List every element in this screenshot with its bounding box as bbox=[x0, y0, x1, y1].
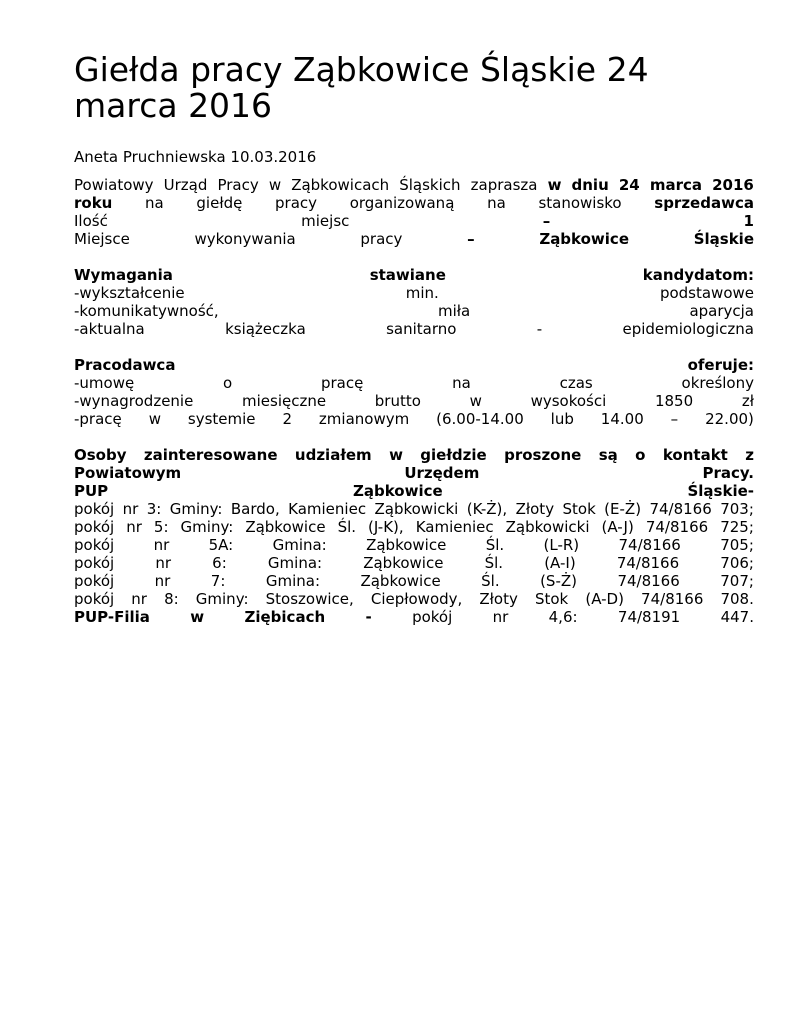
word: Pracy bbox=[217, 176, 259, 194]
word: Ząbkowice bbox=[366, 536, 447, 554]
word: Powiatowym bbox=[74, 464, 182, 482]
offer-item bbox=[74, 410, 754, 428]
word: Gmina: bbox=[272, 536, 327, 554]
word: pracy bbox=[275, 194, 318, 212]
word: Pracodawca bbox=[74, 356, 176, 374]
word: 74/8166 bbox=[618, 536, 681, 554]
word: (S-Ż) bbox=[540, 572, 577, 590]
word: w bbox=[148, 410, 161, 428]
word: 6: bbox=[212, 554, 227, 572]
word: w bbox=[268, 176, 282, 194]
word: 706; bbox=[720, 554, 754, 572]
word: określony bbox=[681, 374, 754, 392]
word: zaprasza bbox=[470, 176, 538, 194]
word: z bbox=[745, 446, 754, 464]
word: kontakt bbox=[662, 446, 728, 464]
word: Pracy. bbox=[702, 464, 754, 482]
word: Gmina: bbox=[265, 572, 321, 590]
word: sanitarno bbox=[386, 320, 457, 338]
word: pokój bbox=[74, 572, 115, 590]
word: pokój bbox=[74, 536, 115, 554]
word: Bardo, bbox=[230, 500, 280, 518]
offer-item bbox=[74, 374, 754, 392]
word: (A-D) bbox=[585, 590, 624, 608]
word: zmianowym bbox=[318, 410, 410, 428]
page-title: Giełda pracy Ząbkowice Śląskie 24 marca 2016 bbox=[74, 50, 649, 125]
word: aparycja bbox=[689, 302, 754, 320]
word: giełdzie bbox=[420, 446, 487, 464]
word: (L-R) bbox=[543, 536, 580, 554]
word: nr bbox=[122, 500, 139, 518]
word: nr bbox=[155, 554, 172, 572]
contact-room bbox=[74, 500, 754, 518]
word: Śl. bbox=[484, 554, 504, 572]
word: o bbox=[223, 374, 233, 392]
word: Urząd bbox=[163, 176, 208, 194]
intro-line-3 bbox=[74, 212, 754, 230]
contact-filia bbox=[74, 608, 754, 626]
word: w bbox=[469, 392, 482, 410]
word: na bbox=[452, 374, 471, 392]
word: Ząbkowicach bbox=[291, 176, 390, 194]
contact-office bbox=[74, 464, 754, 482]
word: Miejsce bbox=[74, 230, 130, 248]
word: (E-Ż) bbox=[604, 500, 642, 518]
intro-line-1 bbox=[74, 176, 754, 194]
article-body bbox=[74, 176, 754, 626]
word: nr bbox=[153, 536, 170, 554]
word: Śląskie- bbox=[687, 482, 754, 500]
word: 2 bbox=[282, 410, 292, 428]
word: Ząbkowice bbox=[360, 572, 441, 590]
word: epidemiologiczna bbox=[622, 320, 754, 338]
word: pracę bbox=[320, 374, 364, 392]
intro-line-4 bbox=[74, 230, 754, 248]
contact-room bbox=[74, 554, 754, 572]
word: Gminy: bbox=[180, 518, 234, 536]
word: 5A: bbox=[208, 536, 234, 554]
word: zł bbox=[741, 392, 754, 410]
word: -umowę bbox=[74, 374, 135, 392]
word: 7: bbox=[210, 572, 226, 590]
word: 705; bbox=[720, 536, 754, 554]
word: roku bbox=[74, 194, 113, 212]
word: na bbox=[145, 194, 164, 212]
word: o bbox=[635, 446, 646, 464]
word: Śląskich bbox=[399, 176, 461, 194]
author-date: Aneta Pruchniewska 10.03.2016 bbox=[74, 148, 317, 166]
requirements-heading bbox=[74, 266, 754, 284]
word: (A-J) bbox=[601, 518, 634, 536]
offer-heading bbox=[74, 356, 754, 374]
article bbox=[74, 52, 754, 626]
word: 74/8166 bbox=[645, 518, 709, 536]
word: podstawowe bbox=[659, 284, 754, 302]
word: 3: bbox=[146, 500, 162, 518]
word: pokój bbox=[74, 518, 115, 536]
word: 2016 bbox=[712, 176, 754, 194]
word: 1 bbox=[743, 212, 754, 230]
word: PUP-Filia bbox=[74, 608, 150, 626]
word: Stok bbox=[534, 590, 569, 608]
word: miesięczne bbox=[242, 392, 327, 410]
word: lub bbox=[550, 410, 574, 428]
word: pokój bbox=[74, 500, 115, 518]
word: sprzedawca bbox=[654, 194, 754, 212]
word: 74/8166 bbox=[649, 500, 712, 518]
word: proszone bbox=[504, 446, 582, 464]
word: – bbox=[467, 230, 475, 248]
contact-room bbox=[74, 518, 754, 536]
word: (K-Ż), bbox=[466, 500, 508, 518]
word: 74/8166 bbox=[641, 590, 704, 608]
word: Ząbkowicki bbox=[505, 518, 590, 536]
word: organizowaną bbox=[349, 194, 455, 212]
word: Ząbkowice bbox=[363, 554, 444, 572]
word: Śl. bbox=[337, 518, 357, 536]
word: Ilość bbox=[74, 212, 108, 230]
word: giełdę bbox=[196, 194, 243, 212]
word: stanowisko bbox=[538, 194, 622, 212]
word: Gminy: bbox=[169, 500, 223, 518]
word: pokój bbox=[74, 554, 115, 572]
word: – bbox=[542, 212, 551, 230]
word: -wykształcenie bbox=[74, 284, 185, 302]
word: w bbox=[190, 608, 205, 626]
offer-item bbox=[74, 392, 754, 410]
contact-pup bbox=[74, 482, 754, 500]
word: pokój bbox=[412, 608, 453, 626]
word: marca bbox=[649, 176, 702, 194]
word: nr bbox=[131, 590, 147, 608]
word: - bbox=[365, 608, 372, 626]
word: 74/8166 bbox=[616, 554, 680, 572]
word: PUP bbox=[74, 482, 109, 500]
word: 14.00 bbox=[600, 410, 644, 428]
word: Ząbkowicki bbox=[374, 500, 459, 518]
word: Urzędem bbox=[404, 464, 480, 482]
word: książeczka bbox=[225, 320, 306, 338]
word: Ząbkowice bbox=[352, 482, 443, 500]
word: -pracę bbox=[74, 410, 122, 428]
word: kandydatom: bbox=[642, 266, 754, 284]
word: nr bbox=[154, 572, 171, 590]
word: pokój bbox=[74, 590, 115, 608]
contact-room bbox=[74, 572, 754, 590]
word: Śląskie bbox=[693, 230, 754, 248]
word: - bbox=[536, 320, 543, 338]
word: Osoby bbox=[74, 446, 127, 464]
contact-intro bbox=[74, 446, 754, 464]
word: – bbox=[670, 410, 679, 428]
word: brutto bbox=[374, 392, 421, 410]
word: (A-I) bbox=[544, 554, 576, 572]
word: zainteresowane bbox=[143, 446, 278, 464]
word: są bbox=[598, 446, 618, 464]
word: nr bbox=[126, 518, 142, 536]
word: 8: bbox=[164, 590, 179, 608]
word: 703; bbox=[720, 500, 754, 518]
intro-line-2 bbox=[74, 194, 754, 212]
word: w bbox=[389, 446, 403, 464]
word: wykonywania bbox=[194, 230, 296, 248]
word: oferuje: bbox=[687, 356, 754, 374]
contact-room bbox=[74, 536, 754, 554]
word: nr bbox=[492, 608, 509, 626]
word: dniu bbox=[571, 176, 609, 194]
word: na bbox=[487, 194, 506, 212]
word: (J-K), bbox=[368, 518, 404, 536]
word: 74/8191 bbox=[617, 608, 681, 626]
word: Gmina: bbox=[267, 554, 323, 572]
word: -wynagrodzenie bbox=[74, 392, 194, 410]
word: Powiatowy bbox=[74, 176, 154, 194]
word: Stoszowice, bbox=[265, 590, 354, 608]
word: pracy bbox=[360, 230, 403, 248]
word: 4,6: bbox=[548, 608, 578, 626]
requirement-item bbox=[74, 284, 754, 302]
requirement-item bbox=[74, 302, 754, 320]
word: Ząbkowice bbox=[539, 230, 629, 248]
word: min. bbox=[405, 284, 439, 302]
word: miła bbox=[437, 302, 471, 320]
word: (6.00-14.00 bbox=[436, 410, 524, 428]
word: 74/8166 bbox=[617, 572, 680, 590]
word: 725; bbox=[720, 518, 754, 536]
word: 5: bbox=[153, 518, 169, 536]
word: Śl. bbox=[481, 572, 500, 590]
word: 447. bbox=[720, 608, 754, 626]
word: 1850 bbox=[654, 392, 694, 410]
word: Ziębicach bbox=[244, 608, 326, 626]
word: Śl. bbox=[485, 536, 505, 554]
contact-room bbox=[74, 590, 754, 608]
word: Kamieniec bbox=[415, 518, 494, 536]
word: miejsc bbox=[301, 212, 350, 230]
word: Gminy: bbox=[195, 590, 249, 608]
word: -komunikatywność, bbox=[74, 302, 219, 320]
word: 22.00) bbox=[705, 410, 754, 428]
word: stawiane bbox=[369, 266, 446, 284]
word: -aktualna bbox=[74, 320, 145, 338]
word: systemie bbox=[187, 410, 256, 428]
word: w bbox=[547, 176, 562, 194]
word: Kamieniec bbox=[288, 500, 367, 518]
word: 24 bbox=[618, 176, 640, 194]
word: 707; bbox=[720, 572, 754, 590]
word: Stok bbox=[562, 500, 596, 518]
word: Złoty bbox=[515, 500, 555, 518]
word: Ciepłowody, bbox=[370, 590, 463, 608]
word: 708. bbox=[720, 590, 754, 608]
word: udziałem bbox=[294, 446, 372, 464]
word: czas bbox=[559, 374, 593, 392]
requirement-item bbox=[74, 320, 754, 338]
word: wysokości bbox=[530, 392, 607, 410]
word: Złoty bbox=[479, 590, 518, 608]
word: Ząbkowice bbox=[245, 518, 326, 536]
word: Wymagania bbox=[74, 266, 173, 284]
